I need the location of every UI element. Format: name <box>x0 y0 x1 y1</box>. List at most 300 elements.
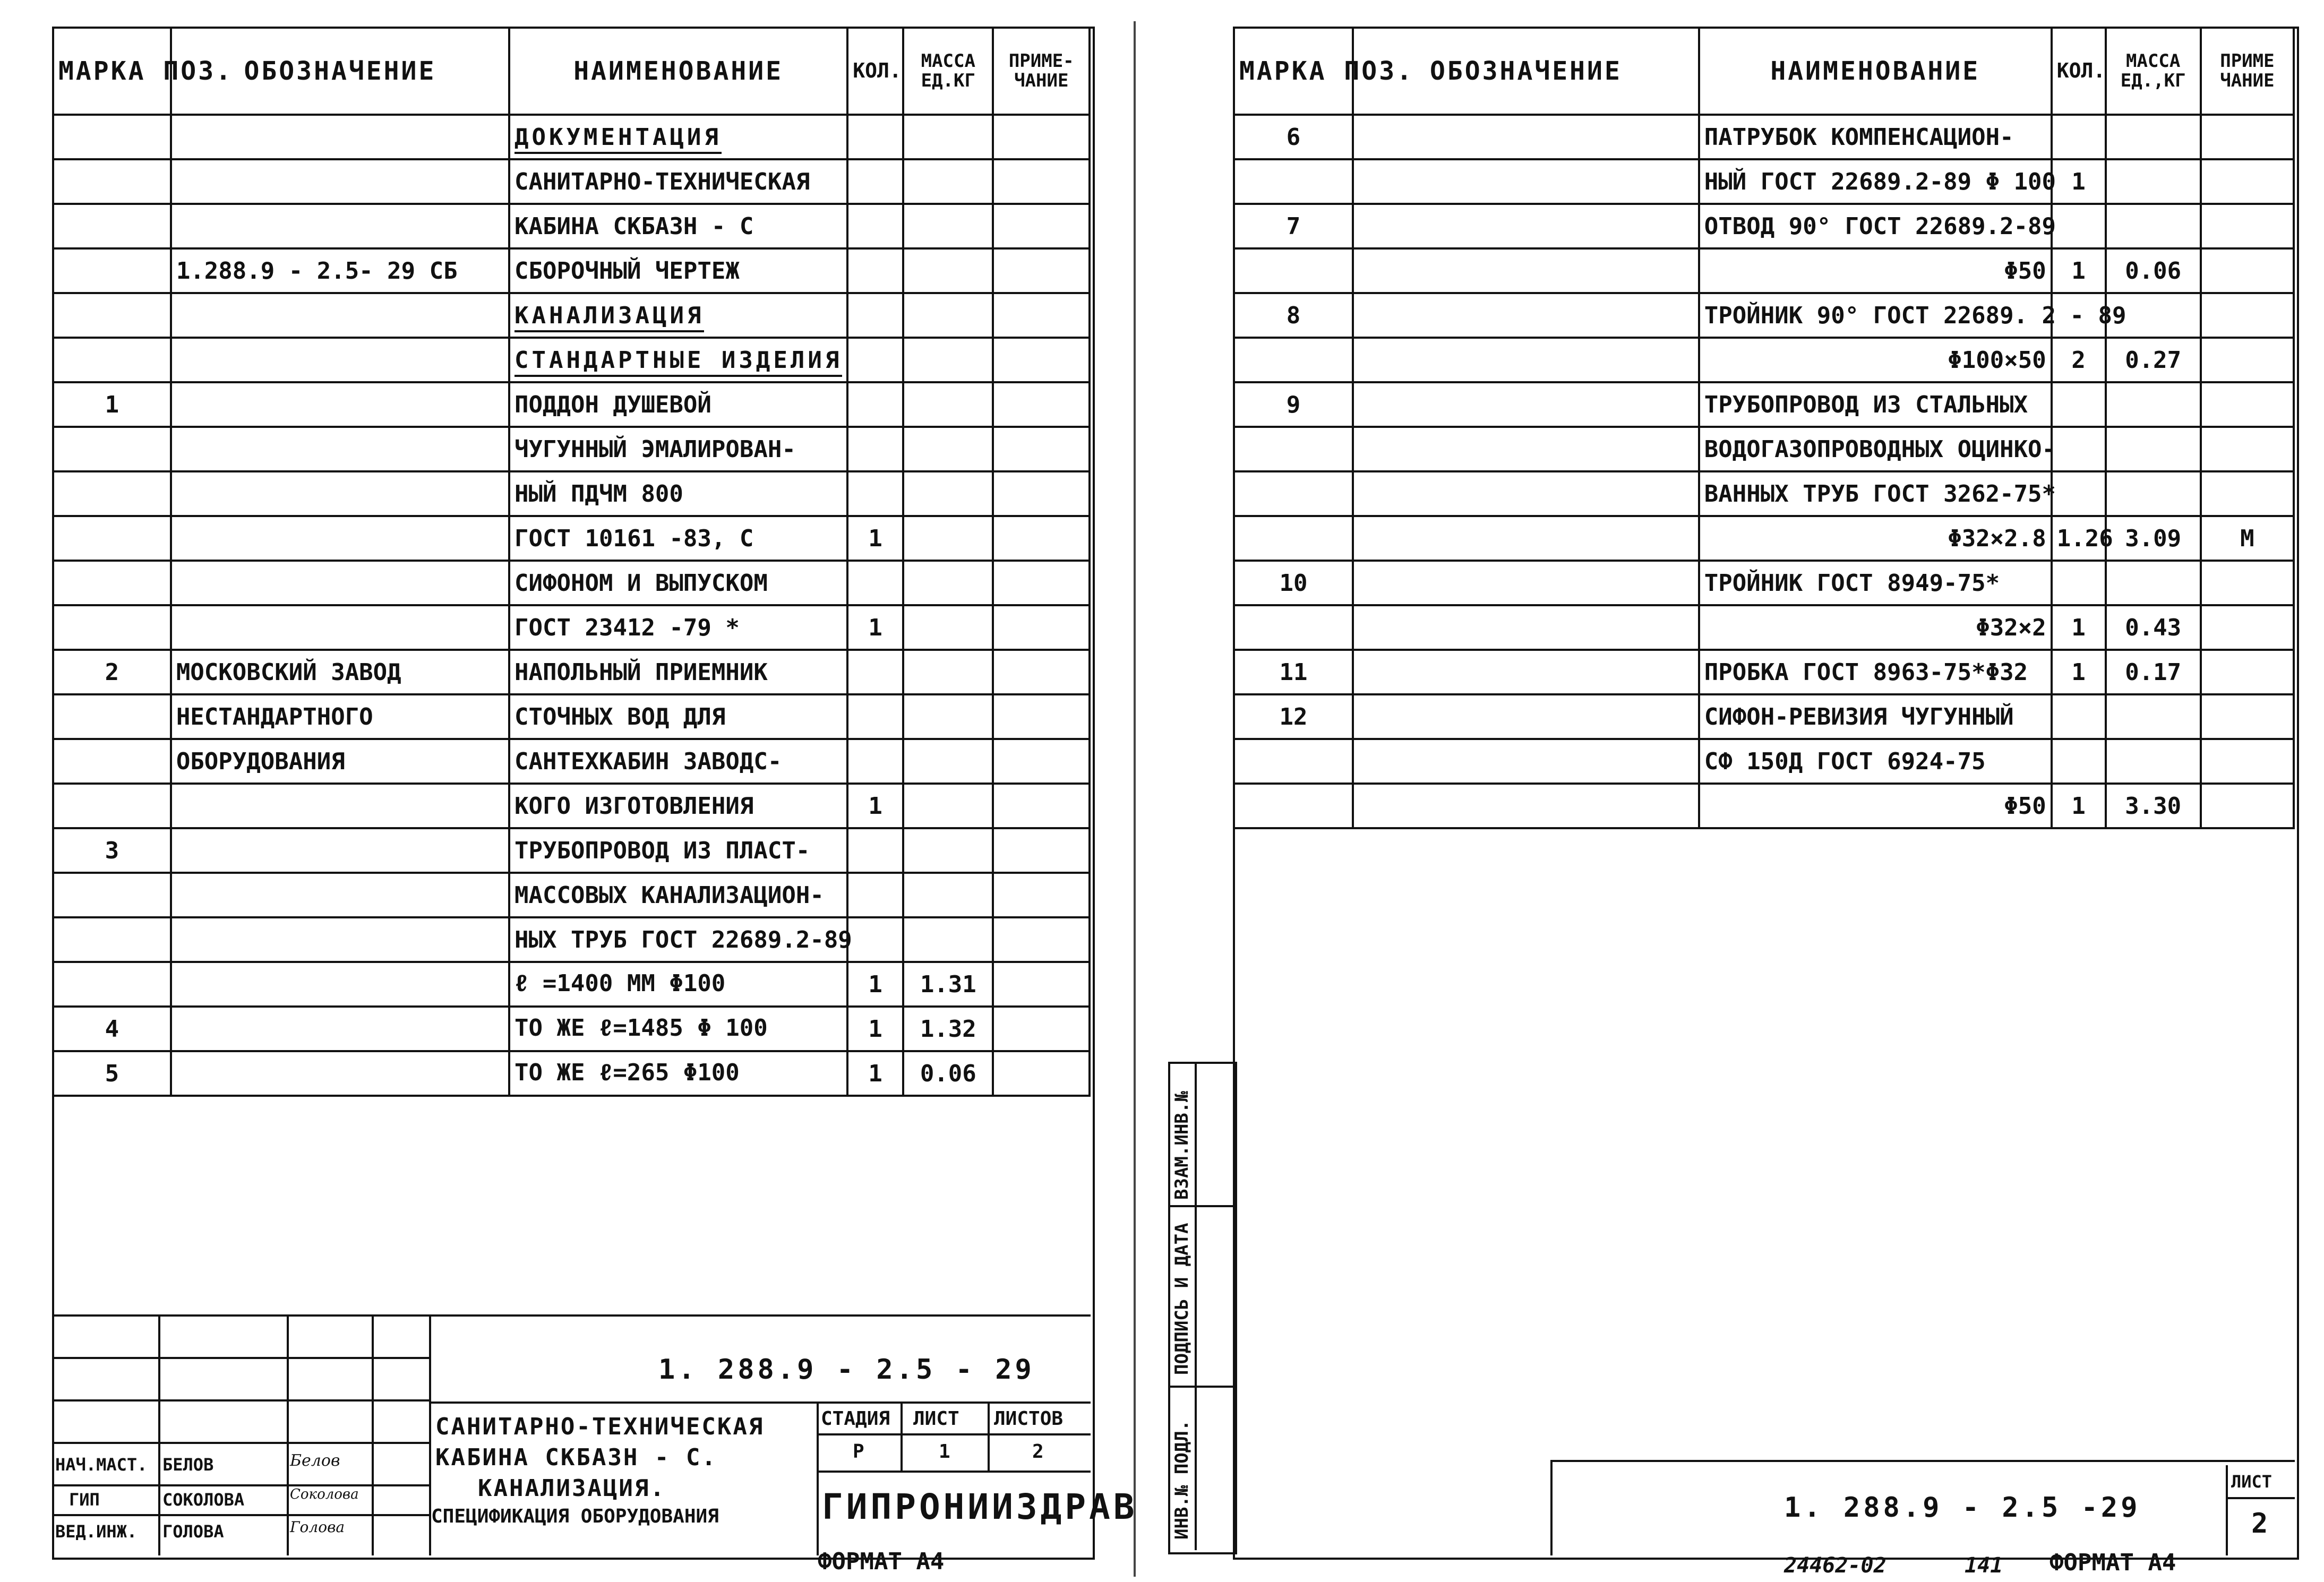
tb-vline-5 <box>817 1402 819 1555</box>
title-line-3: КАНАЛИЗАЦИЯ. <box>478 1475 666 1502</box>
header-note: ПРИМЕ-ЧАНИЕ <box>993 28 1090 115</box>
right-spec-table <box>1233 27 2295 829</box>
table-row <box>53 427 1090 471</box>
cell-pos: 5 <box>53 1051 171 1096</box>
cell-designation <box>171 382 509 427</box>
cell-designation <box>171 828 509 873</box>
cell-note <box>993 248 1090 293</box>
cell-note <box>993 1007 1090 1051</box>
cell-note <box>2201 293 2294 338</box>
cell-note <box>993 917 1090 962</box>
cell-pos <box>1234 159 1353 204</box>
cell-note <box>2201 204 2294 248</box>
cell-note <box>2201 427 2294 471</box>
cell-mass <box>903 828 993 873</box>
stage-value: Р <box>853 1441 864 1463</box>
header-mass: МАССА ЕД.,КГ <box>2106 28 2201 115</box>
cell-qty: 2 <box>2052 338 2106 382</box>
left-sheet <box>0 0 1142 1582</box>
cell-qty: 1 <box>2052 248 2106 293</box>
organization-name: ГИПРОНИИЗДРАВ <box>822 1486 1138 1527</box>
cell-name: КАБИНА СКБАЗН - С <box>509 204 847 248</box>
cell-note <box>2201 694 2294 739</box>
cell-name: КОГО ИЗГОТОВЛЕНИЯ <box>509 784 847 828</box>
cell-pos <box>53 293 171 338</box>
cell-mass: 0.06 <box>903 1051 993 1096</box>
cell-designation <box>1353 561 1699 605</box>
stage-label: СТАДИЯ <box>821 1408 890 1430</box>
cell-pos: 4 <box>53 1007 171 1051</box>
cell-qty: 1 <box>2052 650 2106 694</box>
side-label-replace: ВЗАМ.ИНВ.№ <box>1171 1091 1193 1200</box>
cell-mass <box>903 873 993 917</box>
header-qty: КОЛ. <box>2052 28 2106 115</box>
cell-designation: 1.288.9 - 2.5- 29 СБ <box>171 248 509 293</box>
right-format-label: ФОРМАТ А4 <box>2049 1549 2176 1576</box>
cell-qty <box>847 115 903 159</box>
rtb-top-line <box>1550 1460 2295 1462</box>
cell-mass <box>2106 115 2201 159</box>
cell-designation <box>1353 784 1699 828</box>
cell-qty <box>2052 204 2106 248</box>
cell-pos: 12 <box>1234 694 1353 739</box>
header-mass: МАССА ЕД.КГ <box>903 28 993 115</box>
cell-qty <box>2052 561 2106 605</box>
header-designation: ОБОЗНАЧЕНИЕ <box>171 28 509 115</box>
table-row <box>53 739 1090 784</box>
cell-designation <box>171 784 509 828</box>
header-pos: МАРКА ПОЗ. <box>1234 28 1353 115</box>
cell-designation <box>171 293 509 338</box>
cell-qty <box>2052 427 2106 471</box>
cell-qty <box>847 471 903 516</box>
table-row <box>53 650 1090 694</box>
cell-pos <box>53 427 171 471</box>
cell-mass <box>903 694 993 739</box>
cell-designation <box>171 516 509 561</box>
cell-mass <box>2106 694 2201 739</box>
tb-vline-1 <box>158 1314 160 1555</box>
cell-name: СТОЧНЫХ ВОД ДЛЯ <box>509 694 847 739</box>
staff-sign-3: Голова <box>290 1518 345 1536</box>
cell-qty: 1 <box>847 605 903 650</box>
cell-designation <box>171 471 509 516</box>
cell-designation <box>1353 248 1699 293</box>
cell-note <box>993 605 1090 650</box>
cell-note <box>993 159 1090 204</box>
cell-name: ПОДДОН ДУШЕВОЙ <box>509 382 847 427</box>
cell-name <box>509 293 847 338</box>
cell-note <box>2201 115 2294 159</box>
cell-pos <box>53 605 171 650</box>
cell-pos <box>53 694 171 739</box>
cell-designation: ОБОРУДОВАНИЯ <box>171 739 509 784</box>
table-row <box>1234 516 2294 561</box>
staff-sign-2: Соколова <box>290 1486 359 1502</box>
staff-role-3: ВЕД.ИНЖ. <box>55 1521 138 1542</box>
title-line-2: КАБИНА СКБАЗН - С. <box>435 1444 717 1471</box>
cell-note <box>993 828 1090 873</box>
cell-name: СБОРОЧНЫЙ ЧЕРТЕЖ <box>509 248 847 293</box>
cell-designation <box>1353 338 1699 382</box>
section-heading: КАНАЛИЗАЦИЯ <box>514 302 704 332</box>
table-row <box>53 694 1090 739</box>
staff-name-2: СОКОЛОВА <box>162 1490 245 1510</box>
table-row <box>1234 159 2294 204</box>
table-row <box>1234 650 2294 694</box>
cell-designation <box>171 1051 509 1096</box>
cell-designation <box>171 204 509 248</box>
cell-name <box>509 338 847 382</box>
cell-pos <box>53 873 171 917</box>
cell-pos <box>1234 248 1353 293</box>
table-row <box>53 828 1090 873</box>
cell-pos <box>1234 471 1353 516</box>
header-name: НАИМЕНОВАНИЕ <box>509 28 847 115</box>
cell-designation <box>171 962 509 1007</box>
cell-mass: 0.06 <box>2106 248 2201 293</box>
side-stamp-line-2 <box>1168 1386 1233 1388</box>
cell-qty: 1 <box>2052 605 2106 650</box>
cell-note <box>993 382 1090 427</box>
cell-mass: 1.32 <box>903 1007 993 1051</box>
cell-note <box>2201 159 2294 204</box>
side-label-inv: ИНВ.№ ПОДЛ. <box>1171 1420 1193 1540</box>
cell-mass <box>903 561 993 605</box>
cell-note <box>2201 382 2294 427</box>
cell-name: ТРУБОПРОВОД ИЗ СТАЛЬНЫХ <box>1699 382 2052 427</box>
cell-note <box>2201 739 2294 784</box>
table-row <box>1234 382 2294 427</box>
cell-pos: 11 <box>1234 650 1353 694</box>
cell-note <box>993 784 1090 828</box>
cell-designation <box>171 917 509 962</box>
cell-designation <box>171 338 509 382</box>
sheet-value: 1 <box>939 1441 950 1463</box>
cell-pos: 9 <box>1234 382 1353 427</box>
staff-role-1: НАЧ.МАСТ. <box>55 1455 148 1475</box>
cell-designation <box>171 427 509 471</box>
cell-qty <box>847 917 903 962</box>
cell-name: ТРОЙНИК 90° ГОСТ 22689. 2 - 89 <box>1699 293 2052 338</box>
cell-note <box>993 427 1090 471</box>
cell-pos <box>1234 739 1353 784</box>
cell-designation <box>171 561 509 605</box>
table-row <box>53 115 1090 159</box>
cell-note: М <box>2201 516 2294 561</box>
cell-designation <box>171 873 509 917</box>
cell-name: Φ50 <box>1699 784 2052 828</box>
table-row <box>1234 427 2294 471</box>
cell-name: Φ32×2.8 <box>1699 516 2052 561</box>
cell-pos <box>53 115 171 159</box>
cell-qty <box>847 338 903 382</box>
cell-designation <box>1353 516 1699 561</box>
cell-pos <box>1234 784 1353 828</box>
staff-name-1: БЕЛОВ <box>162 1455 214 1475</box>
table-row <box>1234 248 2294 293</box>
cell-mass: 1.31 <box>903 962 993 1007</box>
table-row <box>1234 471 2294 516</box>
table-row <box>53 605 1090 650</box>
right-sheet-value: 2 <box>2251 1508 2268 1540</box>
cell-note <box>993 115 1090 159</box>
cell-pos: 3 <box>53 828 171 873</box>
cell-mass <box>903 248 993 293</box>
cell-qty <box>847 828 903 873</box>
cell-pos <box>1234 605 1353 650</box>
section-heading: СТАНДАРТНЫЕ ИЗДЕЛИЯ <box>514 347 842 377</box>
cell-mass <box>903 605 993 650</box>
cell-qty <box>847 293 903 338</box>
cell-qty <box>847 561 903 605</box>
cell-name: ВОДОГАЗОПРОВОДНЫХ ОЦИНКО- <box>1699 427 2052 471</box>
cell-note <box>993 338 1090 382</box>
cell-name: ПАТРУБОК КОМПЕНСАЦИОН- <box>1699 115 2052 159</box>
cell-pos <box>53 248 171 293</box>
cell-designation <box>1353 204 1699 248</box>
tb-code-line <box>429 1402 1091 1404</box>
tb-stage-line-2 <box>817 1471 1091 1473</box>
table-row <box>53 561 1090 605</box>
cell-name: НЫЙ ПДЧМ 800 <box>509 471 847 516</box>
cell-pos: 8 <box>1234 293 1353 338</box>
cell-mass: 0.17 <box>2106 650 2201 694</box>
cell-designation <box>1353 115 1699 159</box>
cell-name: ГОСТ 23412 -79 * <box>509 605 847 650</box>
cell-mass <box>903 917 993 962</box>
cell-mass <box>2106 471 2201 516</box>
cell-qty <box>847 873 903 917</box>
cell-note <box>993 694 1090 739</box>
cell-name: ГОСТ 10161 -83, С <box>509 516 847 561</box>
cell-mass: 0.27 <box>2106 338 2201 382</box>
cell-note <box>2201 471 2294 516</box>
cell-qty: 1 <box>847 516 903 561</box>
tb-vline-6 <box>901 1402 903 1471</box>
cell-pos <box>53 516 171 561</box>
table-row <box>53 293 1090 338</box>
cell-mass <box>903 784 993 828</box>
table-row <box>1234 204 2294 248</box>
cell-note <box>993 516 1090 561</box>
table-row <box>53 873 1090 917</box>
cell-mass: 3.09 <box>2106 516 2201 561</box>
cell-qty <box>847 650 903 694</box>
table-row <box>53 516 1090 561</box>
rtb-sheet-line <box>2226 1465 2228 1555</box>
cell-name: ТО ЖЕ ℓ=1485 Φ 100 <box>509 1007 847 1051</box>
cell-designation <box>171 159 509 204</box>
right-header-row <box>1234 28 2294 115</box>
cell-qty: 1 <box>2052 784 2106 828</box>
cell-pos <box>1234 427 1353 471</box>
header-name: НАИМЕНОВАНИЕ <box>1699 28 2052 115</box>
cell-mass <box>903 427 993 471</box>
table-row <box>53 338 1090 382</box>
cell-qty <box>2052 471 2106 516</box>
cell-designation <box>1353 427 1699 471</box>
title-line-1: САНИТАРНО-ТЕХНИЧЕСКАЯ <box>435 1413 765 1440</box>
cell-name: НЫЙ ГОСТ 22689.2-89 Φ 100 <box>1699 159 2052 204</box>
cell-designation <box>1353 739 1699 784</box>
cell-name: ЧУГУННЫЙ ЭМАЛИРОВАН- <box>509 427 847 471</box>
left-spec-table <box>52 27 1091 1097</box>
cell-name: СФ 150Д ГОСТ 6924-75 <box>1699 739 2052 784</box>
table-row <box>53 159 1090 204</box>
cell-mass <box>903 159 993 204</box>
side-label-sign: ПОДПИСЬ И ДАТА <box>1171 1223 1193 1375</box>
table-row <box>1234 338 2294 382</box>
tb-vline-3 <box>372 1314 374 1555</box>
title-line-4: СПЕЦИФИКАЦИЯ ОБОРУДОВАНИЯ <box>431 1506 719 1527</box>
cell-mass <box>2106 739 2201 784</box>
cell-qty <box>847 739 903 784</box>
cell-designation <box>171 115 509 159</box>
cell-pos <box>53 917 171 962</box>
cell-mass <box>2106 427 2201 471</box>
cell-name: НАПОЛЬНЫЙ ПРИЕМНИК <box>509 650 847 694</box>
table-row <box>1234 561 2294 605</box>
cell-designation <box>1353 382 1699 427</box>
cell-mass <box>2106 159 2201 204</box>
cell-pos <box>53 338 171 382</box>
cell-mass <box>903 471 993 516</box>
cell-pos <box>53 561 171 605</box>
cell-note <box>2201 561 2294 605</box>
cell-mass <box>2106 561 2201 605</box>
cell-qty: 1 <box>847 962 903 1007</box>
cell-name: Φ50 <box>1699 248 2052 293</box>
cell-pos <box>53 784 171 828</box>
table-row <box>1234 784 2294 828</box>
cell-name <box>509 115 847 159</box>
table-row <box>53 784 1090 828</box>
rtb-left-line <box>1550 1460 1553 1555</box>
cell-name: ТРОЙНИК ГОСТ 8949-75* <box>1699 561 2052 605</box>
cell-mass: 0.43 <box>2106 605 2201 650</box>
cell-note <box>2201 650 2294 694</box>
cell-note <box>993 1051 1090 1096</box>
cell-mass <box>903 739 993 784</box>
staff-sign-1: Белов <box>290 1451 340 1470</box>
header-note: ПРИМЕ ЧАНИЕ <box>2201 28 2294 115</box>
sheets-value: 2 <box>1032 1441 1044 1463</box>
cell-note <box>993 471 1090 516</box>
cell-mass <box>903 293 993 338</box>
cell-pos: 10 <box>1234 561 1353 605</box>
left-format-label: ФОРМАТ А4 <box>818 1548 945 1575</box>
cell-note <box>2201 338 2294 382</box>
cell-qty <box>847 204 903 248</box>
cell-designation <box>1353 471 1699 516</box>
cell-qty: 1 <box>2052 159 2106 204</box>
table-row <box>1234 739 2294 784</box>
cell-designation <box>171 1007 509 1051</box>
cell-name: ℓ =1400 ММ Φ100 <box>509 962 847 1007</box>
table-row <box>53 471 1090 516</box>
cell-name: ТО ЖЕ ℓ=265 Φ100 <box>509 1051 847 1096</box>
cell-note <box>2201 248 2294 293</box>
stamp-number: 24462-02 <box>1784 1553 1886 1578</box>
cell-note <box>2201 605 2294 650</box>
cell-qty <box>2052 694 2106 739</box>
cell-name: НЫХ ТРУБ ГОСТ 22689.2-89 <box>509 917 847 962</box>
cell-pos <box>1234 338 1353 382</box>
cell-pos <box>53 159 171 204</box>
cell-pos: 2 <box>53 650 171 694</box>
cell-qty <box>2052 115 2106 159</box>
cell-name: Φ100×50 <box>1699 338 2052 382</box>
table-row <box>53 1007 1090 1051</box>
table-row <box>53 1051 1090 1096</box>
header-pos: МАРКА ПОЗ. <box>53 28 171 115</box>
cell-mass <box>903 382 993 427</box>
table-row <box>1234 293 2294 338</box>
cell-name: МАССОВЫХ КАНАЛИЗАЦИОН- <box>509 873 847 917</box>
cell-mass <box>2106 382 2201 427</box>
right-sheet-label: ЛИСТ <box>2231 1472 2272 1492</box>
section-heading: ДОКУМЕНТАЦИЯ <box>514 124 722 154</box>
cell-pos <box>53 962 171 1007</box>
right-doc-code: 1. 288.9 - 2.5 -29 <box>1784 1492 2141 1524</box>
cell-designation <box>1353 694 1699 739</box>
cell-pos <box>1234 516 1353 561</box>
cell-designation: НЕСТАНДАРТНОГО <box>171 694 509 739</box>
cell-mass <box>903 115 993 159</box>
left-header-row <box>53 28 1090 115</box>
table-row <box>53 917 1090 962</box>
header-designation: ОБОЗНАЧЕНИЕ <box>1353 28 1699 115</box>
cell-pos: 1 <box>53 382 171 427</box>
cell-name: САНИТАРНО-ТЕХНИЧЕСКАЯ <box>509 159 847 204</box>
stamp-sheet: 141 <box>1965 1553 2003 1578</box>
sheets-label: ЛИСТОВ <box>994 1408 1064 1430</box>
cell-mass <box>903 338 993 382</box>
cell-mass <box>903 204 993 248</box>
cell-pos <box>53 471 171 516</box>
table-row <box>53 382 1090 427</box>
header-qty: КОЛ. <box>847 28 903 115</box>
cell-qty <box>847 694 903 739</box>
cell-designation <box>171 605 509 650</box>
cell-name: СИФОН-РЕВИЗИЯ ЧУГУННЫЙ <box>1699 694 2052 739</box>
staff-name-3: ГОЛОВА <box>162 1521 224 1542</box>
cell-note <box>993 739 1090 784</box>
cell-qty: 1 <box>847 784 903 828</box>
cell-name: ТРУБОПРОВОД ИЗ ПЛАСТ- <box>509 828 847 873</box>
table-row <box>1234 694 2294 739</box>
cell-pos: 7 <box>1234 204 1353 248</box>
cell-designation: МОСКОВСКИЙ ЗАВОД <box>171 650 509 694</box>
tb-vline-7 <box>988 1402 990 1471</box>
table-row <box>1234 115 2294 159</box>
staff-role-2: ГИП <box>69 1490 100 1510</box>
cell-mass: 3.30 <box>2106 784 2201 828</box>
cell-note <box>993 650 1090 694</box>
cell-designation <box>1353 650 1699 694</box>
cell-designation <box>1353 159 1699 204</box>
cell-mass <box>903 516 993 561</box>
tb-stage-line-1 <box>817 1433 1091 1435</box>
cell-qty: 1 <box>847 1007 903 1051</box>
left-doc-code: 1. 288.9 - 2.5 - 29 <box>658 1354 1035 1386</box>
cell-qty <box>847 427 903 471</box>
cell-note <box>993 873 1090 917</box>
cell-name: ОТВОД 90° ГОСТ 22689.2-89 <box>1699 204 2052 248</box>
table-row <box>53 962 1090 1007</box>
cell-name: ПРОБКА ГОСТ 8963-75*Φ32 <box>1699 650 2052 694</box>
